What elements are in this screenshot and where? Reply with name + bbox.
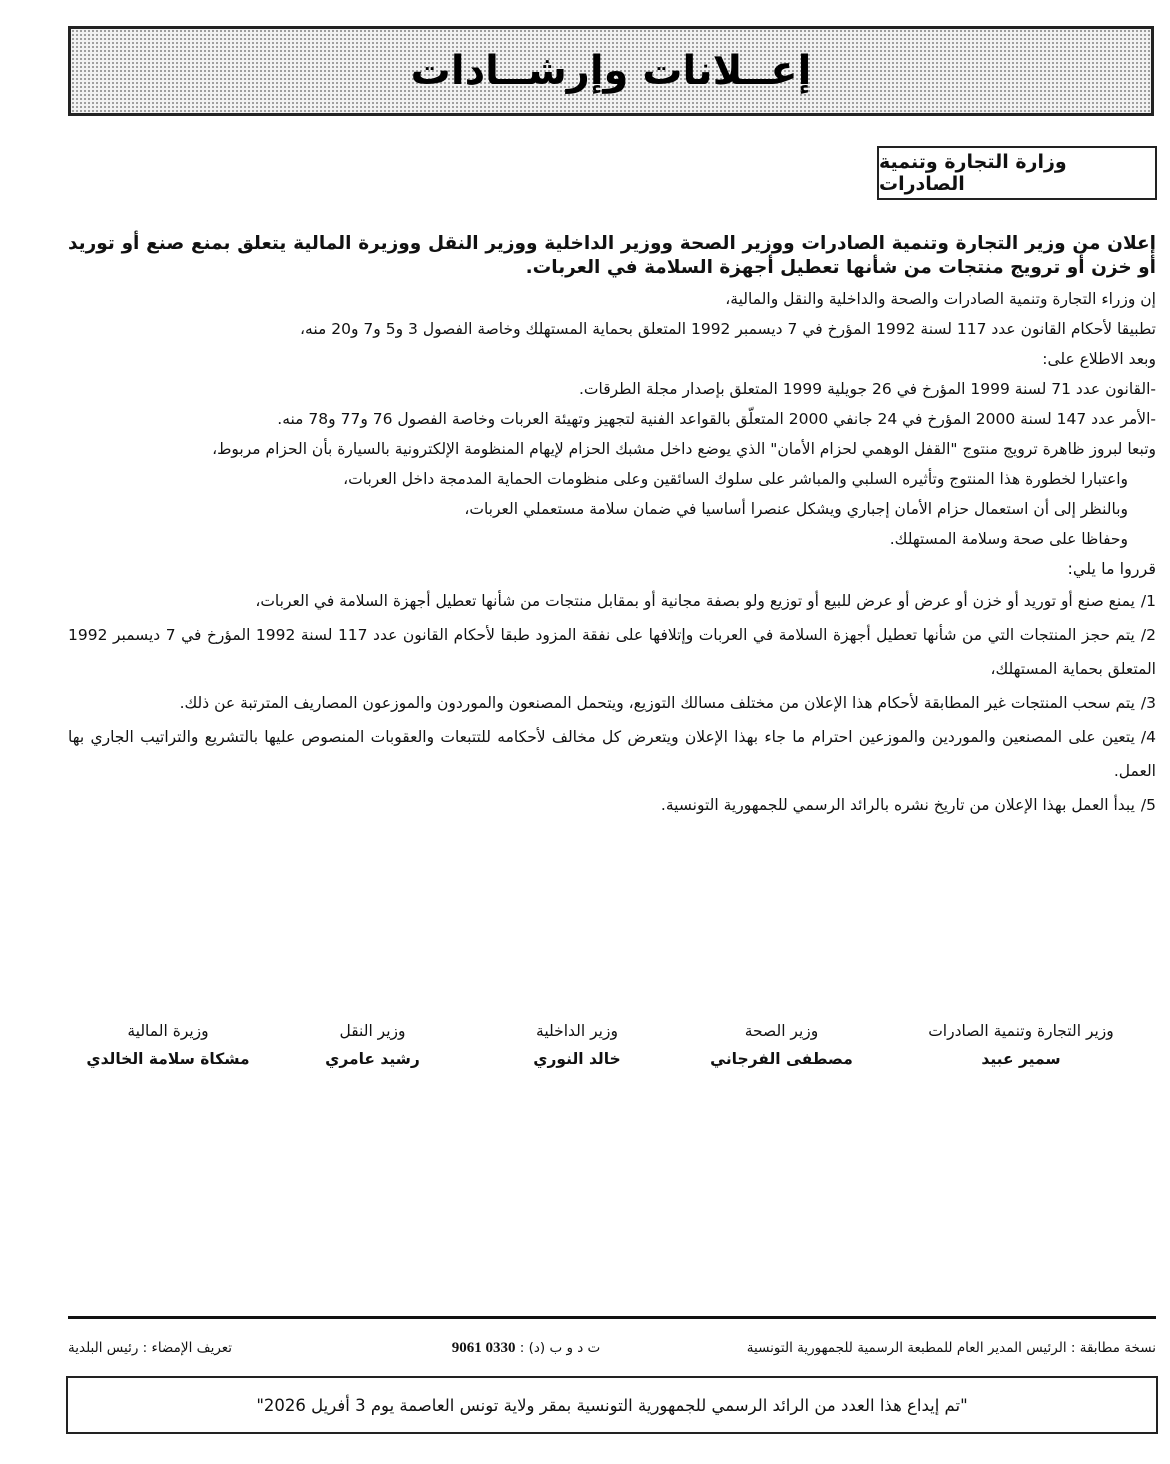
footer-info (68, 1340, 1156, 1357)
article-number: 5/ (1140, 796, 1156, 814)
signature (886, 1018, 1156, 1074)
signatory-name: رشيد عامري (325, 1050, 420, 1068)
signatory-title: وزير التجارة وتنمية الصادرات (928, 1022, 1114, 1040)
signatory-title: وزير الصحة (744, 1022, 819, 1040)
article-number: 1/ (1140, 592, 1156, 610)
announcement-headline: إعلان من وزير التجارة وتنمية الصادرات ووزير الصحة ووزير الداخلية ووزير النقل ووزيرة المالية يتعلق بمنع صنع أو توريد أو خزن أو ترويج منتجات من شأنها تعطيل أجهزة السلامة في العربات. (68, 233, 1156, 278)
signatory-name: مصطفى الفرجاني (710, 1050, 853, 1068)
article (68, 686, 1156, 720)
preamble-line: تطبيقا لأحكام القانون عدد 117 لسنة 1992 المؤرخ في 7 ديسمبر 1992 المتعلق بحماية المستهلك وخاصة الفصول 3 و5 و7 و20 منه، (300, 320, 1156, 338)
banner-title: إعــلانات وإرشــادات (410, 48, 812, 94)
signatory-name: سمير عبيد (981, 1050, 1061, 1068)
ministry-header (877, 146, 1157, 200)
announcement-body (68, 232, 1156, 822)
signatory-name: خالد النوري (533, 1050, 621, 1068)
article-text: يتم سحب المنتجات غير المطابقة لأحكام هذا الإعلان من مختلف مسالك التوزيع، ويتحمل المصنعون والموردون والموزعون المصاريف المترتبة عن ذلك. (179, 694, 1135, 712)
code-value: 0330 9061 (451, 1340, 516, 1356)
signature (682, 1018, 882, 1074)
deposit-notice: "تم إيداع هذا العدد من الرائد الرسمي للجمهورية التونسية بمقر ولاية تونس العاصمة يوم 3 أفريل 2026" (256, 1395, 968, 1415)
certified-copy: نسخة مطابقة : الرئيس المدير العام للمطبعة الرسمية للجمهورية التونسية (746, 1340, 1156, 1356)
footer-divider (68, 1316, 1156, 1319)
preamble-line: إن وزراء التجارة وتنمية الصادرات والصحة والداخلية والنقل والمالية، (725, 290, 1156, 308)
article-text: يتعين على المصنعين والموردين والموزعين احترام ما جاء بهذا الإعلان ويتعرض كل مخالف لأحكامه للتتبعات والعقوبات المنصوص عليها بالتشريع والتراتيب الجاري بها العمل. (68, 728, 1156, 780)
preamble-line: وحفاظا على صحة وسلامة المستهلك. (889, 530, 1128, 548)
signature (477, 1018, 677, 1074)
article (68, 618, 1156, 686)
article-number: 3/ (1140, 694, 1156, 712)
signatory-name: مشكاة سلامة الخالدي (86, 1050, 250, 1068)
decided-heading: قرروا ما يلي: (1067, 559, 1156, 578)
signatory-title: وزير الداخلية (536, 1022, 618, 1040)
preamble-line: -القانون عدد 71 لسنة 1999 المؤرخ في 26 جويلية 1999 المتعلق بإصدار مجلة الطرقات. (578, 380, 1156, 398)
preamble-line: وبالنظر إلى أن استعمال حزام الأمان إجباري ويشكل عنصرا أساسيا في ضمان سلامة مستعملي العربات، (464, 500, 1128, 518)
article (68, 584, 1156, 618)
signature (273, 1018, 473, 1074)
article (68, 788, 1156, 822)
deposit-notice-box (66, 1376, 1158, 1434)
article-number: 4/ (1140, 728, 1156, 746)
preamble-line: واعتبارا لخطورة هذا المنتوج وتأثيره السلبي والمباشر على سلوك السائقين وعلى منظومات الحماية المدمجة داخل العربات، (343, 470, 1128, 488)
article-number: 2/ (1140, 626, 1156, 644)
preamble-line: -الأمر عدد 147 لسنة 2000 المؤرخ في 24 جانفي 2000 المتعلّق بالقواعد الفنية لتجهيز وتهيئة العربات وخاصة الفصول 76 و77 و78 منه. (277, 410, 1156, 428)
preamble-line: وبعد الاطلاع على: (1042, 350, 1156, 368)
preamble-line: وتبعا لبروز ظاهرة ترويج منتوج "القفل الوهمي لحزام الأمان" الذي يوضع داخل مشبك الحزام لإيهام المنظومة الإلكترونية بالسيارة بأن الحزام مربوط، (212, 440, 1156, 458)
signatory-title: وزير النقل (339, 1022, 406, 1040)
code-label: ت د و ب (د) : (519, 1340, 601, 1356)
article-text: يمنع صنع أو توريد أو خزن أو عرض أو عرض للبيع أو توزيع ولو بصفة مجانية أو بمقابل منتجات من شأنها تعطيل أجهزة السلامة في العربات، (255, 592, 1135, 610)
signature (68, 1018, 268, 1074)
signature-certification: تعريف الإمضاء : رئيس البلدية (68, 1340, 233, 1356)
article-text: يتم حجز المنتجات التي من شأنها تعطيل أجهزة السلامة في العربات وإتلافها على نفقة المزود طبقا لأحكام القانون عدد 117 لسنة 1992 المؤرخ في 7 ديسمبر 1992 المتعلق بحماية المستهلك، (68, 626, 1156, 678)
registration-code (366, 1340, 686, 1357)
article-text: يبدأ العمل بهذا الإعلان من تاريخ نشره بالرائد الرسمي للجمهورية التونسية. (660, 796, 1135, 814)
article (68, 720, 1156, 788)
signature-block (68, 1018, 1156, 1074)
signatory-title: وزيرة المالية (127, 1022, 209, 1040)
section-banner (68, 26, 1154, 116)
ministry-name: وزارة التجارة وتنمية الصادرات (879, 151, 1067, 195)
